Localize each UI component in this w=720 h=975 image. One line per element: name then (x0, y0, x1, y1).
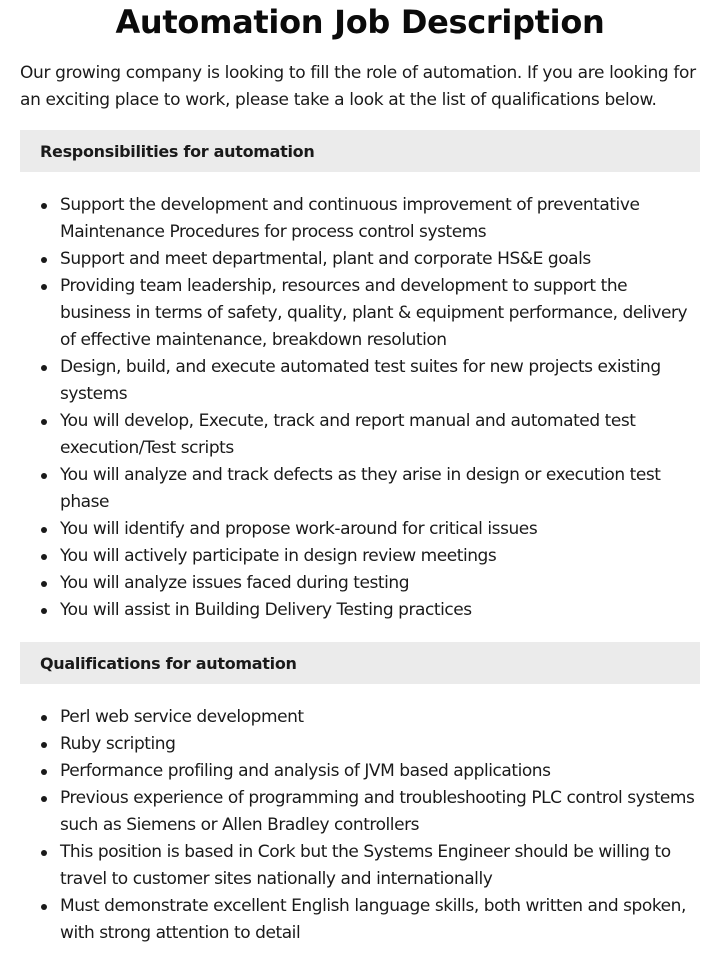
list-item (20, 462, 700, 516)
list-item (20, 192, 700, 246)
list-item (20, 731, 700, 758)
list-item (20, 785, 700, 839)
list-item-text: Perl web service development (60, 707, 304, 727)
bullet-icon (41, 796, 47, 802)
list-item (20, 354, 700, 408)
list-item (20, 273, 700, 354)
list-item-text: You will assist in Building Delivery Testing practices (60, 600, 472, 620)
bullet-icon (41, 257, 47, 263)
list-item-text: Support and meet departmental, plant and corporate HS&E goals (60, 249, 591, 269)
responsibilities-header-label: Responsibilities for automation (40, 141, 315, 161)
list-item-text: This position is based in Cork but the Systems Engineer should be willing to travel to customer sites nationally and internationally (60, 842, 671, 889)
page-title: Automation Job Description (115, 3, 605, 41)
list-item (20, 839, 700, 893)
list-item-text: Design, build, and execute automated test suites for new projects existing systems (60, 357, 661, 404)
list-item (20, 516, 700, 543)
bullet-icon (41, 554, 47, 560)
list-item (20, 704, 700, 731)
list-item-text: Performance profiling and analysis of JVM based applications (60, 761, 551, 781)
bullet-icon (41, 715, 47, 721)
qualifications-list (20, 704, 700, 947)
bullet-icon (41, 850, 47, 856)
bullet-icon (41, 365, 47, 371)
list-item-text: Previous experience of programming and troubleshooting PLC control systems such as Siemens or Allen Bradley controllers (60, 788, 695, 835)
list-item (20, 570, 700, 597)
bullet-icon (41, 419, 47, 425)
qualifications-header (20, 642, 700, 684)
bullet-icon (41, 742, 47, 748)
bullet-icon (41, 203, 47, 209)
list-item-text: You will analyze issues faced during testing (60, 573, 410, 593)
responsibilities-header (20, 130, 700, 172)
qualifications-header-label: Qualifications for automation (40, 653, 297, 673)
responsibilities-list (20, 192, 700, 624)
list-item-text: Providing team leadership, resources and development to support the business in terms of safety, quality, plant & equipment performance, delivery of effective maintenance, breakdown resolution (60, 276, 688, 350)
list-item (20, 246, 700, 273)
list-item-text: You will analyze and track defects as they arise in design or execution test phase (60, 465, 661, 512)
bullet-icon (41, 473, 47, 479)
bullet-icon (41, 284, 47, 290)
bullet-icon (41, 769, 47, 775)
list-item-text: You will identify and propose work-around for critical issues (60, 519, 538, 539)
bullet-icon (41, 608, 47, 614)
list-item-text: Ruby scripting (60, 734, 176, 754)
list-item-text: You will develop, Execute, track and report manual and automated test execution/Test scripts (60, 411, 636, 458)
intro-paragraph: Our growing company is looking to fill the role of automation. If you are looking for an exciting place to work, please take a look at the list of qualifications below. (20, 63, 696, 110)
list-item-text: Must demonstrate excellent English language skills, both written and spoken, with strong attention to detail (60, 896, 686, 943)
list-item-text: Support the development and continuous improvement of preventative Maintenance Procedures for process control systems (60, 195, 640, 242)
list-item (20, 893, 700, 947)
bullet-icon (41, 581, 47, 587)
bullet-icon (41, 527, 47, 533)
list-item (20, 543, 700, 570)
list-item (20, 408, 700, 462)
bullet-icon (41, 904, 47, 910)
list-item-text: You will actively participate in design review meetings (60, 546, 497, 566)
list-item (20, 597, 700, 624)
list-item (20, 758, 700, 785)
